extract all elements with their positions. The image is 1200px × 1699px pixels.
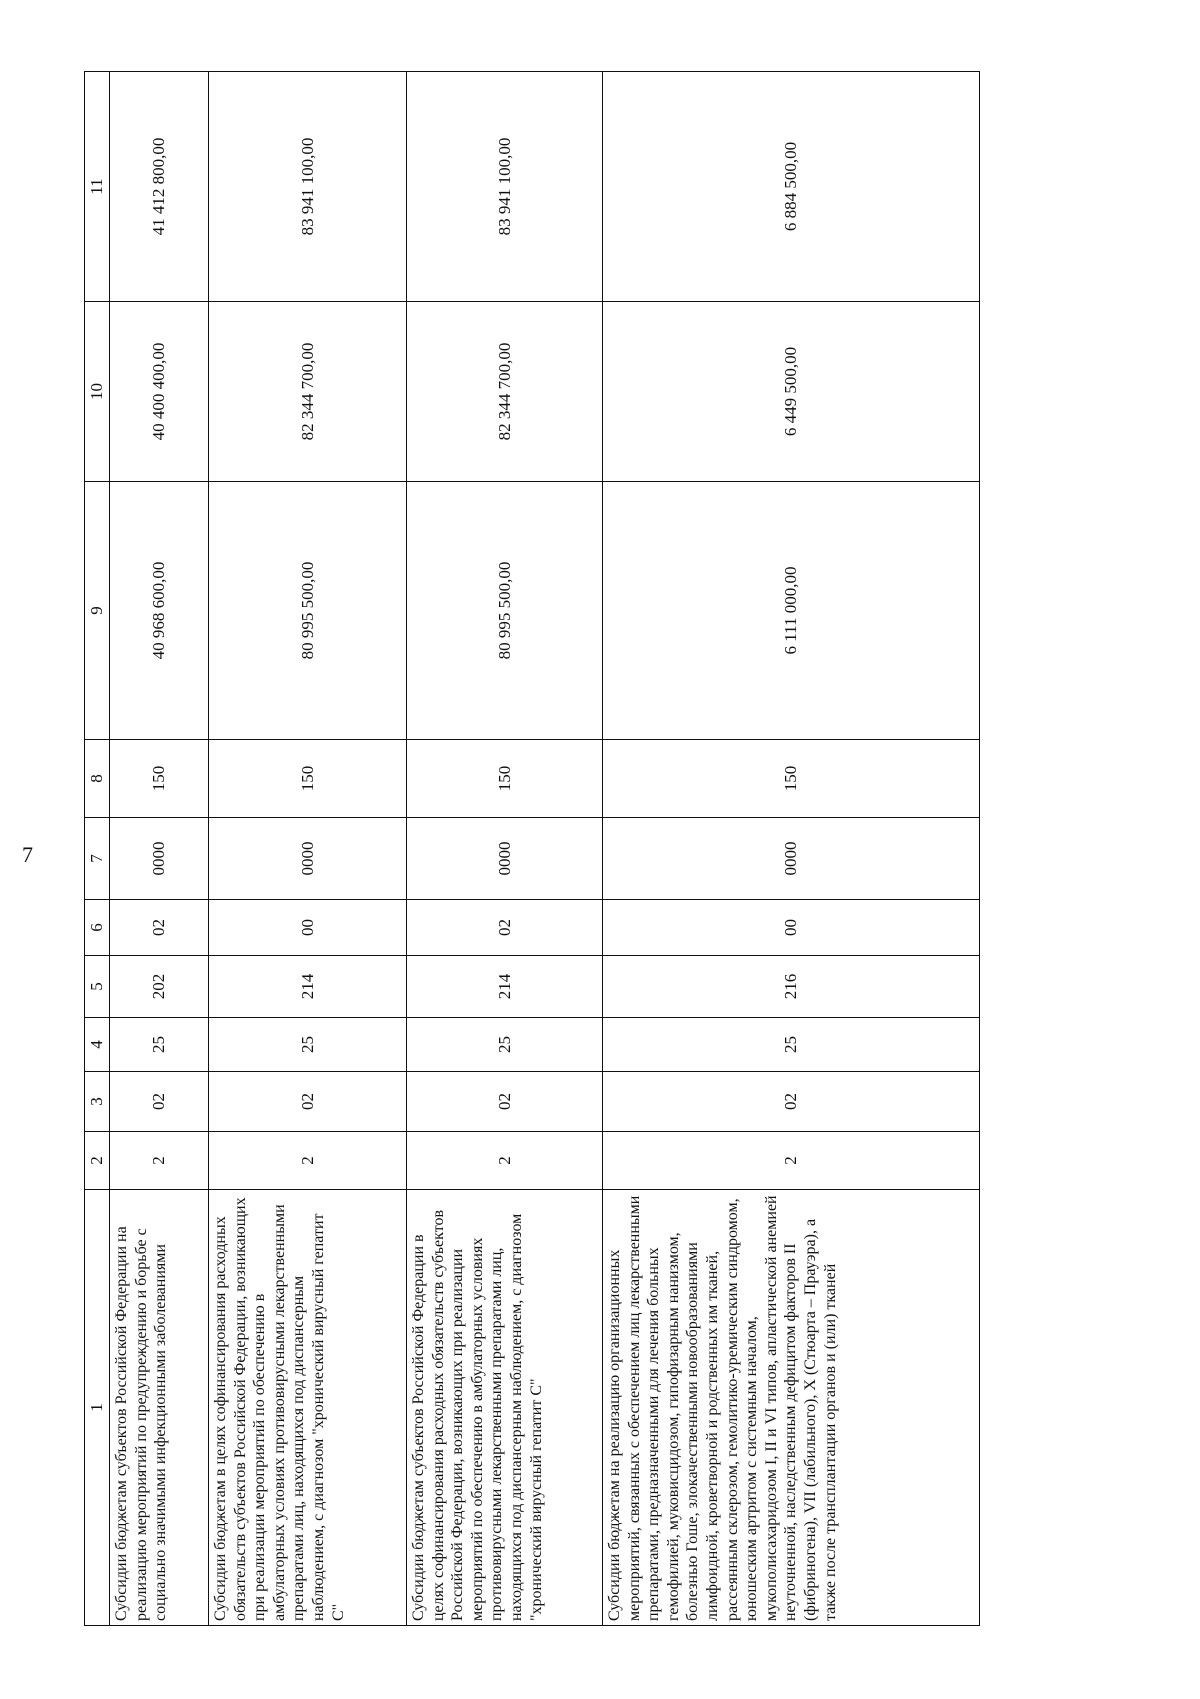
- cell-col-2: 2: [603, 1132, 980, 1190]
- row-description: Субсидии бюджетам на реализацию организационных мероприятий, связанных с обеспечением лиц лекарственными препаратами, предназначенными для лечения больных гемофилией, муковисцидозом, гипофизарным нанизмом, болезнью Гоше, злокачественными новообразованиями лимфоидной, кроветворной и родственных им тканей, рассеянным склерозом, гемолитико-уремическим синдромом, юношеским артритом с системным началом, мукополисахаридозом I, II и VI типов, апластической анемией неуточненной, наследственным дефицитом факторов II (фибриногена), VII (лабильного), X (Стюарта – Прауэра), а также после трансплантации органов и (или) тканей: [603, 1190, 980, 1626]
- cell-col-3: 02: [407, 1072, 603, 1132]
- col-header-9: 9: [85, 482, 110, 740]
- cell-col-3: 02: [603, 1072, 980, 1132]
- col-header-10: 10: [85, 302, 110, 482]
- cell-amount-col-10: 82 344 700,00: [407, 302, 603, 482]
- table-row: [209, 72, 407, 1626]
- cell-col-4: 25: [603, 1018, 980, 1072]
- cell-col-4: 25: [110, 1018, 209, 1072]
- cell-amount-col-10: 40 400 400,00: [110, 302, 209, 482]
- cell-col-6: 02: [110, 900, 209, 956]
- row-description: Субсидии бюджетам в целях софинансирования расходных обязательств субъектов Российской Федерации, возникающих при реализации мероприятий по обеспечению в амбулаторных условиях противовирусными лекарственными препаратами лиц, находящихся под диспансерным наблюдением, с диагнозом "хронический вирусный гепатит С": [209, 1190, 407, 1626]
- col-header-7: 7: [85, 818, 110, 900]
- cell-amount-col-10: 82 344 700,00: [209, 302, 407, 482]
- cell-amount-col-9: 40 968 600,00: [110, 482, 209, 740]
- col-header-2: 2: [85, 1132, 110, 1190]
- cell-col-7: 0000: [603, 818, 980, 900]
- cell-col-2: 2: [209, 1132, 407, 1190]
- cell-col-5: 214: [209, 956, 407, 1018]
- cell-col-4: 25: [407, 1018, 603, 1072]
- cell-col-6: 00: [209, 900, 407, 956]
- cell-amount-col-9: 80 995 500,00: [209, 482, 407, 740]
- cell-col-6: 02: [407, 900, 603, 956]
- cell-col-4: 25: [209, 1018, 407, 1072]
- cell-col-8: 150: [407, 740, 603, 818]
- cell-col-7: 0000: [407, 818, 603, 900]
- col-header-8: 8: [85, 740, 110, 818]
- cell-col-7: 0000: [110, 818, 209, 900]
- cell-amount-col-11: 83 941 100,00: [407, 72, 603, 302]
- cell-col-5: 216: [603, 956, 980, 1018]
- cell-col-8: 150: [603, 740, 980, 818]
- cell-amount-col-11: 6 884 500,00: [603, 72, 980, 302]
- cell-col-8: 150: [110, 740, 209, 818]
- cell-col-3: 02: [209, 1072, 407, 1132]
- col-header-11: 11: [85, 72, 110, 302]
- cell-amount-col-9: 6 111 000,00: [603, 482, 980, 740]
- cell-col-7: 0000: [209, 818, 407, 900]
- row-description: Субсидии бюджетам субъектов Российской Федерации на реализацию мероприятий по предупреждению и борьбе с социально значимыми инфекционными заболеваниями: [110, 1190, 209, 1626]
- row-description: Субсидии бюджетам субъектов Российской Федерации в целях софинансирования расходных обязательств субъектов Российской Федерации, возникающих при реализации мероприятий по обеспечению в амбулаторных условиях противовирусными лекарственными препаратами лиц, находящихся под диспансерным наблюдением, с диагнозом "хронический вирусный гепатит С": [407, 1190, 603, 1626]
- col-header-1: 1: [85, 1190, 110, 1626]
- col-header-3: 3: [85, 1072, 110, 1132]
- cell-col-2: 2: [407, 1132, 603, 1190]
- header-row: [85, 72, 110, 1626]
- cell-amount-col-11: 41 412 800,00: [110, 72, 209, 302]
- table-row: [407, 72, 603, 1626]
- cell-col-8: 150: [209, 740, 407, 818]
- budget-table: [84, 71, 980, 1626]
- col-header-5: 5: [85, 956, 110, 1018]
- table-row: [603, 72, 980, 1626]
- cell-col-3: 02: [110, 1072, 209, 1132]
- cell-col-2: 2: [110, 1132, 209, 1190]
- cell-col-5: 202: [110, 956, 209, 1018]
- col-header-4: 4: [85, 1018, 110, 1072]
- cell-col-6: 00: [603, 900, 980, 956]
- cell-amount-col-11: 83 941 100,00: [209, 72, 407, 302]
- col-header-6: 6: [85, 900, 110, 956]
- table-row: [110, 72, 209, 1626]
- cell-amount-col-10: 6 449 500,00: [603, 302, 980, 482]
- rotated-table-container: [84, 72, 964, 1626]
- cell-amount-col-9: 80 995 500,00: [407, 482, 603, 740]
- page-number: 7: [22, 842, 33, 867]
- cell-col-5: 214: [407, 956, 603, 1018]
